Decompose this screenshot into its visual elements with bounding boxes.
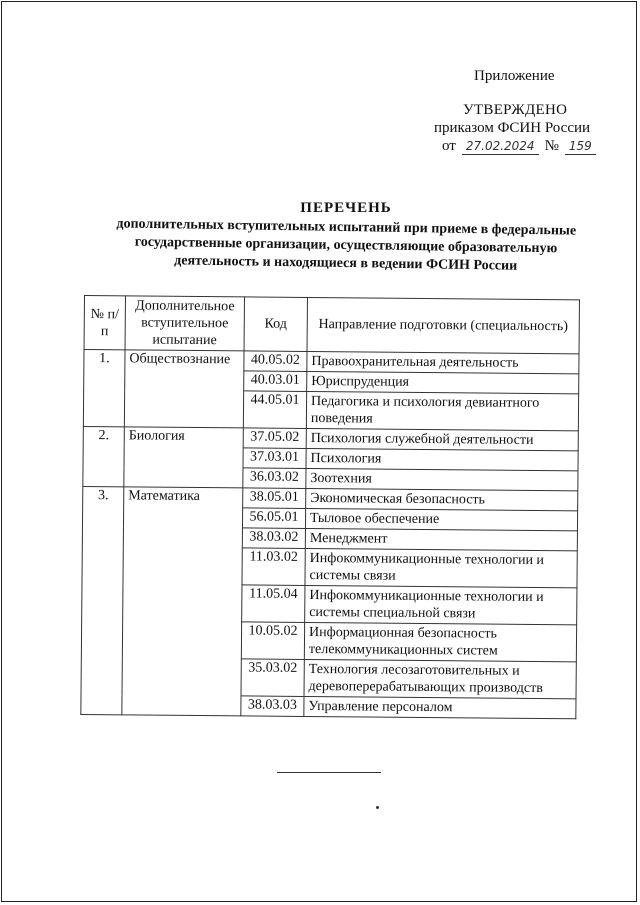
row-direction: Инфокоммуникационные технологии и системы специальной связи: [305, 585, 577, 624]
row-direction: Психология служебной деятельности: [306, 428, 578, 450]
header-test: Дополнительное вступительное испытание: [125, 296, 244, 351]
row-test: Обществознание: [124, 350, 244, 428]
row-code: 11.05.04: [242, 585, 305, 623]
row-direction: Зоотехния: [306, 468, 578, 490]
row-code: 38.03.03: [241, 696, 304, 717]
table-row: [83, 486, 578, 510]
row-direction: Психология: [306, 448, 578, 470]
exams-table: [80, 295, 580, 719]
row-code: 37.05.02: [243, 428, 306, 449]
row-direction: Менеджмент: [305, 528, 577, 550]
row-code: 38.03.02: [242, 528, 305, 549]
row-num: 2.: [83, 426, 125, 486]
row-direction: Юриспруденция: [307, 371, 579, 393]
number-prefix: №: [544, 138, 559, 154]
document-title: ПЕРЕЧЕНЬ: [300, 200, 392, 216]
row-direction: Экономическая безопасность: [306, 488, 578, 510]
row-test: Математика: [122, 487, 243, 716]
row-code: 37.03.01: [243, 448, 306, 469]
row-code: 36.03.02: [243, 468, 306, 489]
footer-rule: [277, 772, 381, 773]
stray-dot: [376, 806, 379, 809]
row-code: 38.05.01: [243, 488, 306, 509]
appendix-label: Приложение: [474, 68, 555, 84]
approved-label: УТВЕРЖДЕНО: [463, 102, 568, 118]
header-code: Код: [244, 297, 307, 352]
row-code: 40.05.02: [244, 351, 307, 372]
row-code: 11.03.02: [242, 548, 305, 586]
table-header-row: [84, 296, 579, 354]
row-test: Биология: [124, 427, 244, 488]
row-num: 1.: [83, 350, 125, 427]
row-direction: Информационная безопасность телекоммуникационных систем: [304, 622, 576, 661]
row-direction: Технология лесозаготовительных и деревоперерабатывающих производств: [304, 659, 576, 698]
order-date-line: [442, 138, 596, 155]
title-block: [96, 200, 596, 273]
order-date-handwritten: 27.02.2024: [462, 139, 539, 155]
order-label: приказом ФСИН России: [434, 120, 591, 136]
date-prefix: от: [442, 138, 456, 154]
header-direction: Направление подготовки (специальность): [307, 297, 579, 353]
order-number-handwritten: 159: [565, 139, 596, 155]
header-num: № п/п: [84, 296, 125, 350]
row-direction: Управление персоналом: [304, 696, 576, 718]
table-body: [81, 350, 579, 719]
row-code: 10.05.02: [241, 622, 304, 660]
row-direction: Педагогика и психология девиантного поведения: [306, 391, 578, 430]
row-direction: Тыловое обеспечение: [305, 508, 577, 530]
table-row: [83, 426, 578, 450]
row-code: 40.03.01: [244, 371, 307, 392]
table-row: [84, 350, 579, 374]
document-subtitle: дополнительных вступительных испытаний при приеме в федеральные государственные организации, осуществляющие образовательную деятельность и находящиеся в ведении ФСИН России: [116, 216, 577, 274]
row-code: 35.03.02: [241, 659, 304, 697]
row-num: 3.: [81, 486, 124, 714]
row-code: 44.05.01: [243, 391, 306, 429]
row-direction: Правоохранительная деятельность: [307, 351, 579, 373]
row-direction: Инфокоммуникационные технологии и системы связи: [305, 548, 577, 587]
row-code: 56.05.01: [242, 508, 305, 529]
